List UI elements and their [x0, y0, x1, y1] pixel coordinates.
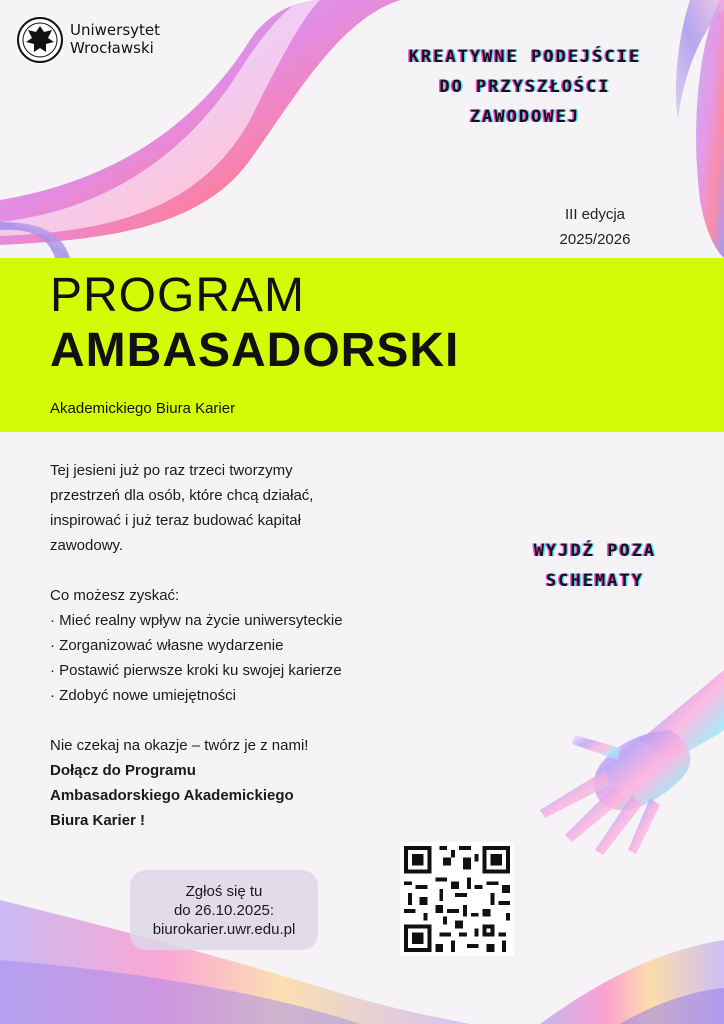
register-line1: Zgłoś się tu: [185, 882, 263, 900]
edition-info: [540, 202, 650, 252]
registration-box[interactable]: [130, 870, 318, 950]
robotic-hand-illustration: [520, 660, 724, 860]
university-name-line1: Uniwersytet: [70, 21, 160, 39]
cta-bold-line: Dołącz do Programu: [50, 762, 196, 779]
slogan-line2: SCHEMATY: [546, 571, 644, 591]
benefit-item: · Zorganizować własne wydarzenie: [50, 637, 284, 654]
university-name-line2: Wrocławski: [70, 39, 154, 57]
slogan: [490, 536, 700, 596]
intro-line: inspirować i już teraz budować kapitał: [50, 512, 301, 529]
intro-line: zawodowy.: [50, 537, 124, 554]
tagline-line3: ZAWODOWEJ: [469, 107, 581, 127]
tagline: [360, 42, 690, 132]
register-deadline: do 26.10.2025:: [173, 901, 275, 919]
cta-bold-line: Ambasadorskiego Akademickiego: [50, 787, 294, 804]
benefits-heading: Co możesz zyskać:: [50, 587, 180, 604]
qr-code[interactable]: [400, 842, 514, 956]
slogan-line1: WYJDŹ POZA: [533, 541, 657, 561]
cta-line: Nie czekaj na okazje – twórz je z nami!: [50, 737, 309, 754]
intro-line: Tej jesieni już po raz trzeci tworzymy: [50, 462, 293, 479]
benefit-item: · Zdobyć nowe umiejętności: [50, 687, 236, 704]
intro-line: przestrzeń dla osób, które chcą działać,: [50, 487, 314, 504]
title-line2: AMBASADORSKI: [50, 324, 460, 377]
register-url[interactable]: biurokarier.uwr.edu.pl: [152, 920, 296, 938]
body-text: [50, 458, 430, 833]
edition-label: III edycja: [564, 206, 626, 223]
edition-year: 2025/2026: [559, 231, 631, 248]
cta-bold-line: Biura Karier !: [50, 812, 146, 829]
tagline-line1: KREATYWNE PODEJŚCIE: [408, 47, 642, 67]
subtitle: Akademickiego Biura Karier: [50, 400, 236, 417]
decorative-waves-bottom: [0, 840, 724, 1024]
benefit-item: · Postawić pierwsze kroki ku swojej karierze: [50, 662, 342, 679]
university-emblem-icon: [16, 16, 64, 64]
tagline-line2: DO PRZYSZŁOŚCI: [439, 77, 611, 97]
title-line1: PROGRAM: [50, 269, 306, 322]
university-name: [70, 21, 160, 57]
benefit-item: · Mieć realny wpływ na życie uniwersyteckie: [50, 612, 343, 629]
